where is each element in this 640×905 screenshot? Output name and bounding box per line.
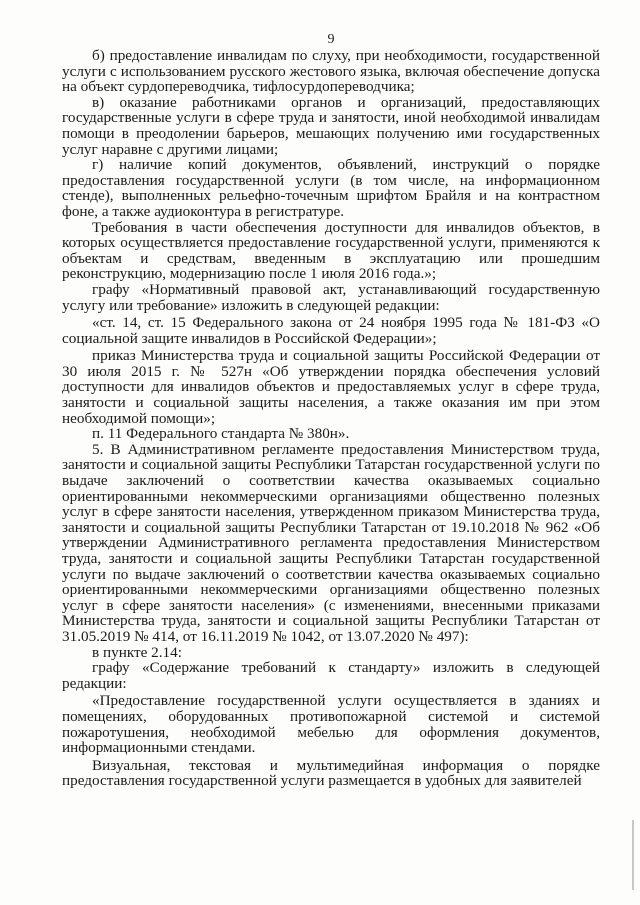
paragraph-clause-2-14: в пункте 2.14: <box>92 643 182 661</box>
paragraph-column-standard-requirements: графу «Содержание требований к стандарту» изложить в следующей редакции: <box>62 659 600 692</box>
paragraph-federal-law-181: «ст. 14, ст. 15 Федерального закона от 24 ноября 1995 года № 181-ФЗ «О социальной защите инвалидов в Российской Федерации»; <box>62 314 600 347</box>
paragraph-g-braille-copies: г) наличие копий документов, объявлений, инструкций о порядке предоставления государственной услуги (в том числе, на информационном стенде), выполненных рельефно-точечным шрифтом Брайля и на контрастном фоне, а также аудиоконтура в регистратуре. <box>62 156 600 220</box>
paragraph-visual-information: Визуальная, текстовая и мультимедийная информация о порядке предоставления государственной услуги размещается в удобных для заявителей <box>62 756 600 790</box>
scan-edge-mark <box>632 820 634 890</box>
document-body <box>62 48 600 789</box>
paragraph-federal-standard-380n: п. 11 Федерального стандарта № 380н». <box>92 425 350 443</box>
paragraph-accessibility-requirements: Требования в части обеспечения доступности для инвалидов объектов, в которых осуществляется предоставление государственной услуги, применяются к объектам и средствам, введенным в эксплуатацию или прошедшим реконструкцию, модернизацию после 1 июля 2016 года.»; <box>62 218 600 283</box>
page-number: 9 <box>327 32 335 47</box>
paragraph-ministry-order-527n: приказ Министерства труда и социальной защиты Российской Федерации от 30 июля 2015 г. № 527н «Об утверждении порядка обеспечения условий доступности для инвалидов объектов и предоставляемых услуг в сфере труда, занятости и социальной защиты населения, а также оказания им при этом необходимой помощи»; <box>62 347 600 427</box>
paragraph-b-sign-language: б) предоставление инвалидам по слуху, при необходимости, государственной услуги с использованием русского жестового языка, включая обеспечение допуска на объект сурдопереводчика, тифлосурдопереводчика; <box>62 47 600 96</box>
paragraph-v-staff-assistance: в) оказание работниками органов и организаций, предоставляющих государственные услуги в сфере труда и занятости, иной необходимой инвалидам помощи в преодолении барьеров, мешающих получению ими государственных услуг наравне с другими лицами; <box>62 93 600 158</box>
paragraph-column-normative-act: графу «Нормативный правовой акт, устанавливающий государственную услугу или требование» изложить в следующей редакции: <box>62 280 600 314</box>
paragraph-section-5-regulation: 5. В Административном регламенте предоставления Министерством труда, занятости и социальной защиты Республики Татарстан государственной услуги по выдаче заключений о соответствии качества оказываемых социально ориентированными некоммерческими организациями общественно полезных услуг в сфере занятости населения, утвержденном приказом Министерства труда, занятости и социальной защиты Республики Татарстан от 19.10.2018 № 962 «Об утверждении Административного регламента предоставления Министерством труда, занятости и социальной защиты Республики Татарстан государственной услуги по выдаче заключений о соответствии качества оказываемых социально ориентированными некоммерческими организациями общественно полезных услуг в сфере занятости населения» (с изменениями, внесенными приказами Министерства труда, занятости и социальной защиты Республики Татарстан от 31.05.2019 № 414, от 16.11.2019 № 1042, от 13.07.2020 № 497): <box>62 440 600 645</box>
paragraph-premises-requirements: «Предоставление государственной услуги осуществляется в зданиях и помещениях, оборудованных противопожарной системой и системой пожаротушения, необходимой мебелью для оформления документов, информационными стендами. <box>62 692 600 757</box>
